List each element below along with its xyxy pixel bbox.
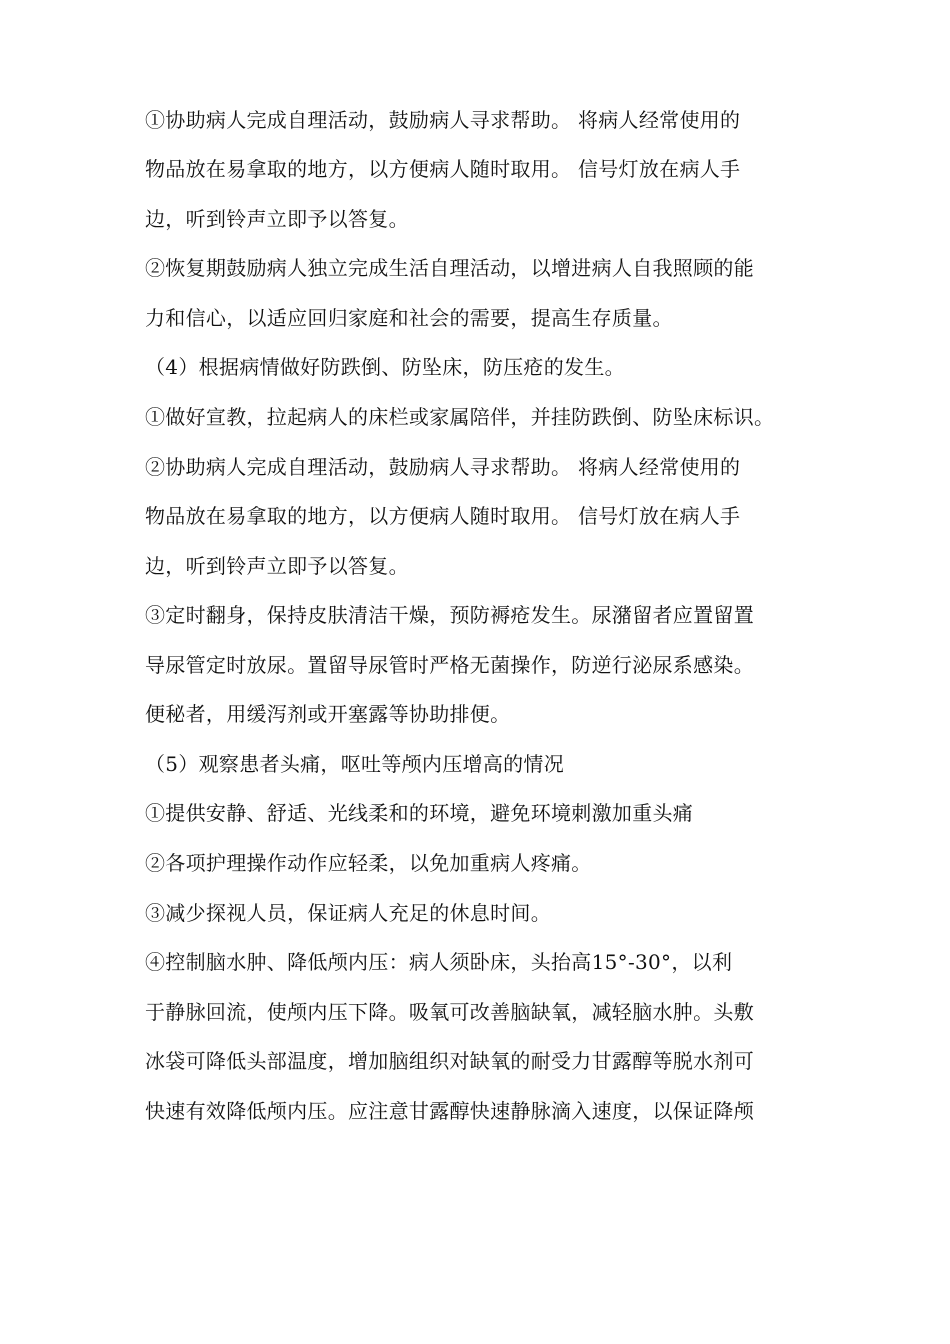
text-line: ③减少探视人员，保证病人充足的休息时间。: [145, 901, 551, 925]
section-heading: （5）观察患者头痛，呕吐等颅内压增高的情况: [145, 752, 565, 776]
text-line: ④控制脑水肿、降低颅内压：病人须卧床，头抬高15°-30°，以利: [145, 950, 733, 974]
text-line: 导尿管定时放尿。置留导尿管时严格无菌操作，防逆行泌尿系感染。: [145, 653, 754, 677]
text-line: ③定时翻身，保持皮肤清洁干燥，预防褥疮发生。尿潴留者应置留置: [145, 603, 754, 627]
text-line: ②恢复期鼓励病人独立完成生活自理活动，以增进病人自我照顾的能: [145, 256, 754, 280]
section-heading: （4）根据病情做好防跌倒、防坠床，防压疮的发生。: [145, 355, 625, 379]
text-line: ②协助病人完成自理活动，鼓励病人寻求帮助。 将病人经常使用的: [145, 455, 741, 479]
text-line: ①协助病人完成自理活动，鼓励病人寻求帮助。 将病人经常使用的: [145, 108, 741, 132]
text-line: 边，听到铃声立即予以答复。: [145, 207, 409, 231]
text-line: ①提供安静、舒适、光线柔和的环境，避免环境刺激加重头痛: [145, 801, 694, 825]
text-line: 边，听到铃声立即予以答复。: [145, 554, 409, 578]
text-line: ①做好宣教，拉起病人的床栏或家属陪伴，并挂防跌倒、防坠床标识。: [145, 405, 775, 429]
text-line: 物品放在易拿取的地方，以方便病人随时取用。 信号灯放在病人手: [145, 157, 741, 181]
text-line: 于静脉回流，使颅内压下降。吸氧可改善脑缺氧，减轻脑水肿。头敷: [145, 1000, 754, 1024]
text-line: 力和信心，以适应回归家庭和社会的需要，提高生存质量。: [145, 306, 673, 330]
text-line: ②各项护理操作动作应轻柔，以免加重病人疼痛。: [145, 851, 592, 875]
text-line: 冰袋可降低头部温度，增加脑组织对缺氧的耐受力甘露醇等脱水剂可: [145, 1049, 754, 1073]
text-line: 快速有效降低颅内压。应注意甘露醇快速静脉滴入速度，以保证降颅: [145, 1099, 754, 1123]
text-line: 物品放在易拿取的地方，以方便病人随时取用。 信号灯放在病人手: [145, 504, 741, 528]
text-line: 便秘者，用缓泻剂或开塞露等协助排便。: [145, 702, 511, 726]
